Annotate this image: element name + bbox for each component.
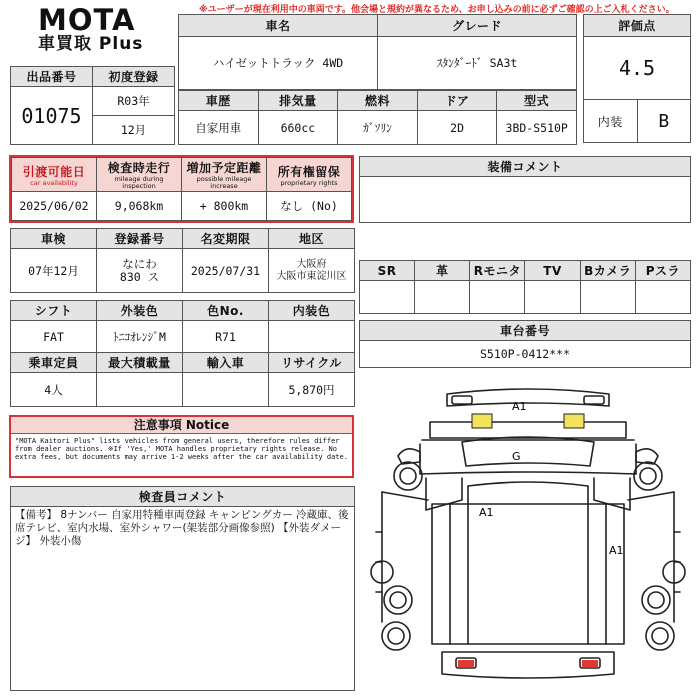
mileage-value: 9,068km: [97, 192, 182, 221]
color-capacity-table: [10, 300, 355, 407]
rear-left-wheel: [384, 586, 412, 614]
registration-header: 登録番号: [97, 229, 183, 249]
spec-model-value: 3BD-S510P: [497, 111, 577, 145]
front-panel: [430, 422, 626, 438]
vehicle-name-value: ハイゼットトラック 4WD: [179, 37, 378, 90]
interior-label: 内装: [584, 100, 638, 143]
spec-header: 型式: [497, 91, 577, 111]
proprietary-rights-header: 所有権留保 proprietary rights: [267, 158, 352, 192]
availability-header: 引渡可能日 car availability: [12, 158, 97, 192]
interior-color-value: [269, 321, 355, 353]
equipment-comment-title: 装備コメント: [360, 157, 691, 177]
imported-value: [183, 373, 269, 407]
front-left-wheel: [394, 462, 422, 490]
specs-table: [178, 90, 577, 145]
brand-subtitle: 車買取 Plus: [38, 34, 144, 54]
score-value: 4.5: [584, 37, 691, 100]
notice-box: [9, 415, 354, 478]
inspector-comment-body: [11, 507, 355, 691]
equipment-checklist-table: [359, 260, 691, 314]
equipment-check-cell: [635, 281, 690, 314]
spec-header: 排気量: [258, 91, 338, 111]
name-change-deadline-value: 2025/07/31: [183, 249, 269, 293]
score-label: 評価点: [584, 15, 691, 37]
listing-number-value: 01075: [11, 87, 93, 145]
chassis-table: [359, 320, 691, 368]
equipment-comment-body: [360, 177, 691, 223]
damage-label-left: A1: [479, 506, 494, 519]
seating-capacity-value: 4人: [11, 373, 97, 407]
front-right-wheel: [634, 462, 662, 490]
spec-doors-value: 2D: [417, 111, 497, 145]
equipment-check-cell: [580, 281, 635, 314]
damage-label-roof: G: [512, 450, 521, 463]
availability-box: [9, 155, 354, 223]
front-right-lamp-highlight: [564, 414, 584, 428]
front-left-lamp-highlight: [472, 414, 492, 428]
spec-history-value: 自家用車: [179, 111, 259, 145]
notice-text: "MOTA Kaitori Plus" lists vehicles from general users, therefore rules differ from dealer auctions. ※If 'Yes,' MOTA handles proprietary rights release. No extra fees, but documents may arrive 1-2 weeks after the car availability date.: [15, 437, 348, 462]
rear-right-wheel: [642, 586, 670, 614]
plate-number-value: なにわ 830 ス: [97, 249, 183, 293]
equipment-comment-table: [359, 156, 691, 223]
availability-date-value: 2025/06/02: [12, 192, 97, 221]
damage-label-right: A1: [609, 544, 624, 557]
grade-value: ｽﾀﾝﾀﾞｰﾄﾞ SA3t: [378, 37, 577, 90]
interior-value: B: [637, 100, 691, 143]
brand-name: MOTA: [38, 3, 136, 37]
rear-left-lamp-highlight: [458, 660, 474, 667]
spec-fuel-value: ｶﾞｿﾘﾝ: [338, 111, 418, 145]
score-table: [583, 14, 691, 143]
camper-body: [432, 504, 624, 644]
mileage-increase-header: 増加予定距離 possible mileage increase: [182, 158, 267, 192]
notice-title: 注意事項 Notice: [11, 417, 352, 434]
chassis-value: S510P-0412***: [360, 341, 691, 368]
color-header: 外装色: [97, 301, 183, 321]
spec-header: 燃料: [338, 91, 418, 111]
first-registration-month: 12月: [93, 116, 175, 145]
equipment-check-cell: [525, 281, 580, 314]
equipment-item-back-camera: Bカメラ: [580, 261, 635, 281]
spec-header: 車歴: [179, 91, 259, 111]
registration-table: [10, 228, 355, 293]
shift-value: FAT: [11, 321, 97, 353]
equipment-item-rear-monitor: Rモニタ: [470, 261, 525, 281]
mileage-header: 検査時走行 mileage during inspection: [97, 158, 182, 192]
registration-header: 車検: [11, 229, 97, 249]
color-header: シフト: [11, 301, 97, 321]
max-load-value: [97, 373, 183, 407]
vehicle-name-label: 車名: [179, 15, 378, 37]
spec-header: ドア: [417, 91, 497, 111]
capacity-header: 最大積載量: [97, 353, 183, 373]
equipment-item-leather: 革: [415, 261, 470, 281]
inspector-comment-text: 【備考】 8ナンバー 自家用特種車両登録 キャンピングカー 冷蔵庫、後席テレビ、室内水場、室外シャワー(架装部分画像参照) 【外装ダメージ】 外装小傷: [15, 509, 349, 547]
equipment-item-power-slide: Pスラ: [635, 261, 690, 281]
vehicle-name-grade-table: [178, 14, 577, 90]
color-number-value: R71: [183, 321, 269, 353]
recycle-fee-value: 5,870円: [269, 373, 355, 407]
listing-table: [10, 66, 175, 145]
listing-number-label: 出品番号: [11, 67, 93, 87]
inspector-comment-title: 検査員コメント: [11, 487, 355, 507]
color-header: 内装色: [269, 301, 355, 321]
first-registration-year: R03年: [93, 87, 175, 116]
capacity-header: 輸入車: [183, 353, 269, 373]
damage-label-front: A1: [512, 400, 527, 413]
top-warning: ※ユーザーが現在利用中の車両です。他会場と規約が異なるため、お申し込みの前に必ずご確認の上ご入札ください。: [199, 5, 675, 15]
brand-logo: [38, 5, 148, 53]
proprietary-rights-value: なし (No): [267, 192, 352, 221]
spec-displacement-value: 660cc: [258, 111, 338, 145]
equipment-item-sr: SR: [360, 261, 415, 281]
availability-table: [11, 157, 352, 221]
registration-header: 名変期限: [183, 229, 269, 249]
inspector-comment-table: [10, 486, 355, 691]
capacity-header: 乗車定員: [11, 353, 97, 373]
shaken-value: 07年12月: [11, 249, 97, 293]
vehicle-diagram: [362, 382, 692, 694]
equipment-check-cell: [470, 281, 525, 314]
district-value: 大阪府 大阪市東淀川区: [269, 249, 355, 293]
mileage-increase-value: + 800km: [182, 192, 267, 221]
equipment-item-tv: TV: [525, 261, 580, 281]
capacity-header: リサイクル: [269, 353, 355, 373]
registration-header: 地区: [269, 229, 355, 249]
windshield: [462, 437, 594, 466]
equipment-check-cell: [360, 281, 415, 314]
rear-right-lamp-highlight: [582, 660, 598, 667]
chassis-label: 車台番号: [360, 321, 691, 341]
color-header: 色No.: [183, 301, 269, 321]
equipment-check-cell: [415, 281, 470, 314]
first-registration-label: 初度登録: [93, 67, 175, 87]
grade-label: グレード: [378, 15, 577, 37]
exterior-color-value: ﾄﾆｺｵﾚﾝｼﾞM: [97, 321, 183, 353]
